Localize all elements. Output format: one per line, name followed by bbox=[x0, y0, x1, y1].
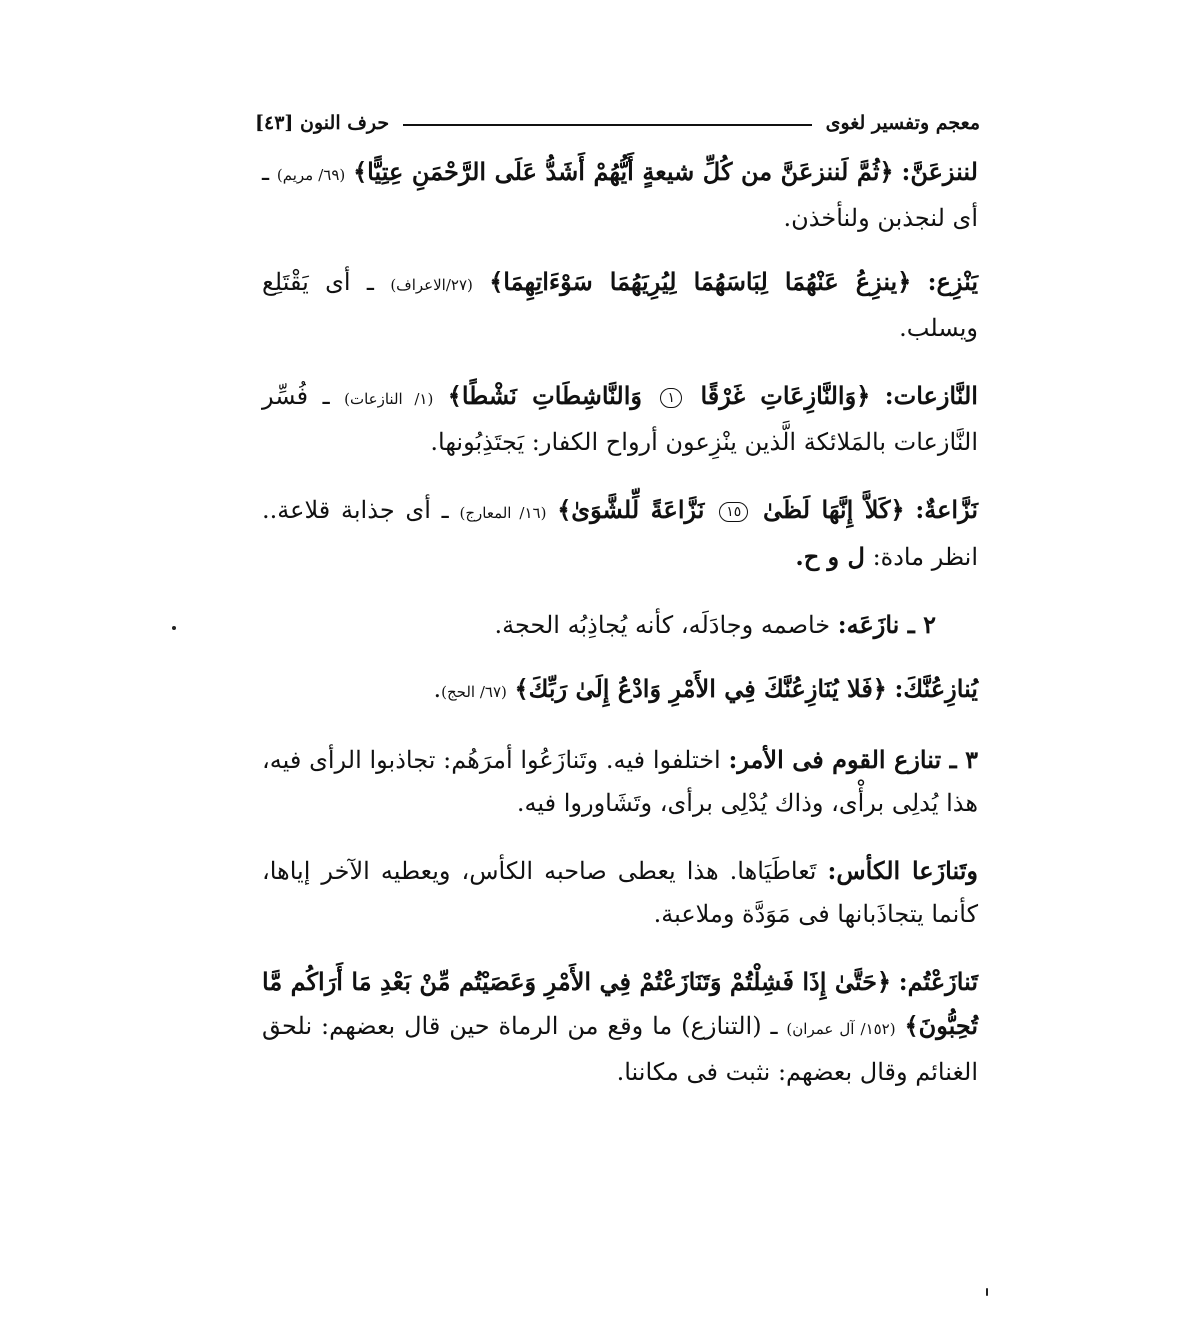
entry-yanzi bbox=[262, 260, 978, 350]
verse-reference: (٢٧/الاعراف) bbox=[390, 276, 473, 294]
entry-term: النَّازعات: bbox=[884, 381, 978, 410]
letter-section: حرف النون [٤٣] bbox=[255, 112, 390, 134]
verse-reference: (١٦/ المعارج) bbox=[459, 504, 547, 522]
header-rule bbox=[403, 124, 811, 126]
entry-annaziat bbox=[262, 374, 978, 464]
entry-lanunziannna bbox=[262, 150, 978, 240]
entry-definition: . bbox=[433, 675, 442, 703]
quran-verse: ﴿ثُمَّ لَننزعَنَّ من كُلِّ شيعةٍ أَيُّهُمْ أَشَدُّ عَلَى الرَّحْمَنِ عِتِيًّا﴾ bbox=[353, 157, 894, 186]
ayah-number-marker: ١ bbox=[660, 388, 682, 408]
quran-verse-part: ﴿كَلاَّ إِنَّهَا لَظَىٰ bbox=[763, 495, 905, 524]
entry-term: لننزعَنَّ: bbox=[901, 157, 978, 186]
entry-tanazatum bbox=[262, 960, 978, 1094]
entry-tanaza bbox=[262, 738, 978, 825]
entry-yunaziunnaka bbox=[262, 667, 978, 714]
verse-reference: (١٥٢/ آل عمران) bbox=[786, 1020, 896, 1038]
entry-definition: ـ أى لنجذبن ولنأخذن. bbox=[262, 158, 978, 232]
entry-definition: تَعاطَيَاها. هذا يعطى صاحبه الكأس، ويعطيه الآخر إياها، كأنما يتجاذَبانها فى مَوَدَّة وملاعبة. bbox=[262, 857, 978, 928]
scan-speck bbox=[986, 1288, 988, 1296]
quran-verse: ﴿ينزِعُ عَنْهُمَا لِبَاسَهُمَا لِيُرِيَهُمَا سَوْءَاتِهِمَا﴾ bbox=[489, 267, 912, 296]
entry-definition: اختلفوا فيه. وتَنازَعُوا أمرَهُم: تجاذبوا الرأى فيه، هذا يُدلِى برأْى، وذاك يُدْلِى برأى، وتَشَاوروا فيه. bbox=[262, 746, 978, 817]
book-title: معجم وتفسير لغوى bbox=[825, 112, 980, 134]
entry-definition: ـ أى جذابة قلاعة.. انظر مادة: bbox=[262, 496, 978, 571]
entry-tanaza-alkas bbox=[262, 849, 978, 936]
quran-verse-part: نَزَّاعَةً لِّلشَّوَىٰ﴾ bbox=[557, 495, 705, 524]
page-header bbox=[255, 106, 980, 140]
quran-verse: ﴿فَلا يُنَازِعُنَّكَ فِي الأَمْرِ وَادْعُ إِلَىٰ رَبِّكَ﴾ bbox=[514, 674, 887, 703]
verse-reference: (٦٩/ مريم) bbox=[276, 166, 346, 184]
entry-term: تَنازَعْتُم: bbox=[898, 967, 978, 996]
verse-reference: (٦٧/ الحج) bbox=[441, 683, 507, 701]
scan-speck bbox=[172, 626, 176, 630]
quran-verse-part: ﴿وَالنَّازِعَاتِ غَرْقًا bbox=[700, 381, 871, 410]
page-body bbox=[262, 150, 978, 1114]
see-root: ل و ح. bbox=[795, 542, 865, 571]
quran-verse-part: وَالنَّاشِطَاتِ نَشْطًا﴾ bbox=[447, 381, 642, 410]
entry-definition: ـ أى يَقْتَلِع ويسلب. bbox=[262, 268, 978, 342]
entry-definition: ـ فُسِّر النَّازعات بالمَلائكة الَّذين ينْزِعون أرواح الكفار: يَجتَذِبُونها. bbox=[262, 382, 978, 456]
entry-nazzaa bbox=[262, 488, 978, 579]
quran-verse: ﴿حَتَّىٰ إِذَا فَشِلْتُمْ وَتَنَازَعْتُمْ فِي الأَمْرِ وَعَصَيْتُم مِّنْ بَعْدِ مَا أَرَاكُم مَّا تُحِبُّونَ﴾ bbox=[262, 967, 978, 1040]
entry-term: ٢ ـ نازَعَه: bbox=[837, 610, 936, 639]
entry-definition: خاصمه وجادَلَه، كأنه يُجاذِبُه الحجة. bbox=[494, 611, 838, 639]
ayah-number-marker: ١٥ bbox=[719, 502, 748, 522]
entry-nazaahu bbox=[262, 603, 978, 647]
entry-term: يُنازِعُنَّكَ: bbox=[894, 674, 978, 703]
entry-term: يَنْزِع: bbox=[927, 267, 978, 296]
verse-reference: (١/ النازعات) bbox=[344, 390, 434, 408]
entry-term: وتَنازَعا الكأس: bbox=[827, 856, 979, 885]
entry-term: ٣ ـ تنازع القوم فى الأمر: bbox=[728, 745, 978, 774]
entry-term: نَزَّاعةٌ: bbox=[915, 495, 978, 524]
entry-definition: ـ (التنازع) ما وقع من الرماة حين قال بعضهم: نلحق الغنائم وقال بعضهم: نثبت فى مكاننا. bbox=[262, 1012, 978, 1086]
